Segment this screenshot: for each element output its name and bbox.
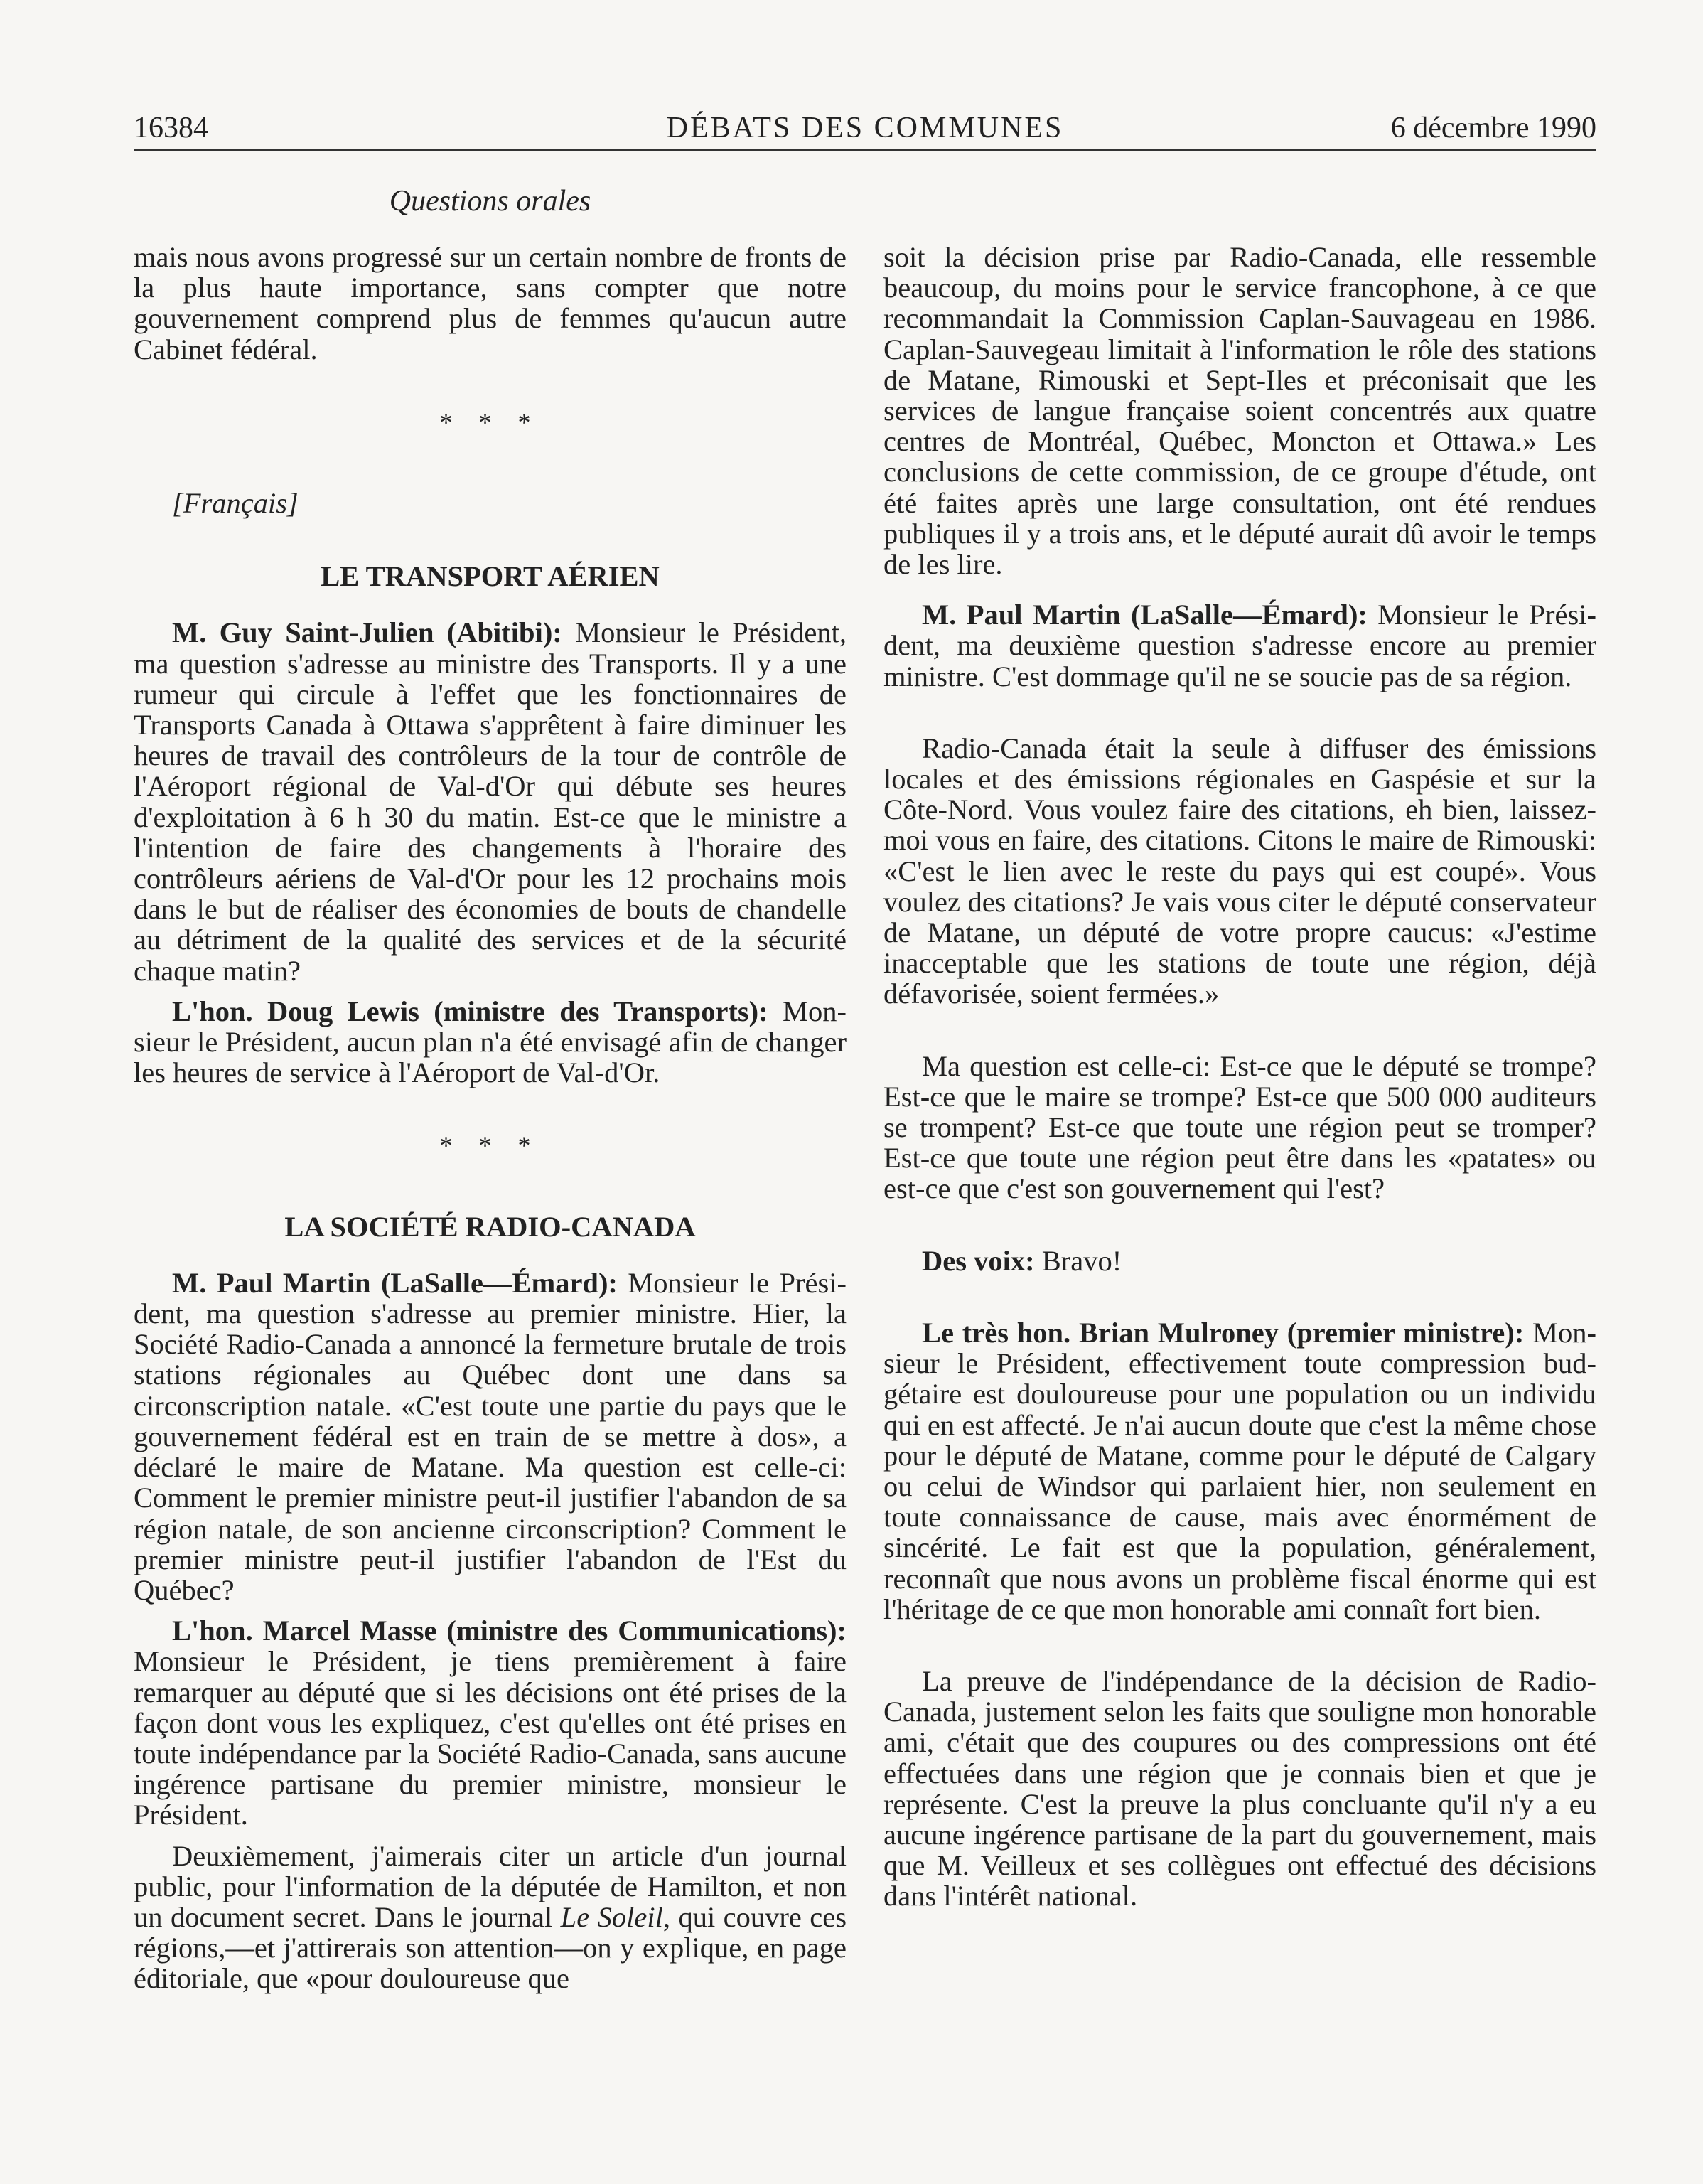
text-run: Deuxièmement, j'aimerais citer un article d'un journal public, pour l'information de la députée de Hamilton, et non un document secret. Dans le journal [134, 1839, 847, 1933]
speech-text: Monsieur le Président, ma question s'adresse au ministre des Transports. Il y a une rumeur qui circule à l'effet que les fonctionnaires de Transports Canada à Ottawa s'apprêtent à faire diminuer les heures de travail des contrôleurs de la tour de contrôle de l'Aéroport régional de Val-d'Or qui débute ses heures d'exploitation à 6 h 30 du matin. Est-ce que le ministre a l'intention de faire des changements à l'horaire des contrôleurs aériens de Val-d'Or pour les 12 prochains mois dans le but de réaliser des économies de bouts de chandelle au détriment de la qualité des services et de la sécurité chaque matin? [134, 616, 847, 987]
text-run: , qui couvre ces régions,—et j'attirerais son attention—on y explique, en page éditoriale, que «pour douloureuse que [134, 1900, 847, 1995]
speaker-name: Le très hon. Brian Mulroney (premier ministre): [922, 1316, 1525, 1349]
speech-paragraph [134, 1268, 847, 1605]
speaker-name: Des voix: [922, 1244, 1035, 1277]
speech-text: Monsieur le Président, aucun plan n'a été envisagé afin de changer les heures de service à l'Aéroport de Val-d'Or. [134, 995, 847, 1089]
speaker-name: M. Paul Martin (LaSalle—Émard): [922, 599, 1368, 631]
issue-date: 6 décembre 1990 [1390, 112, 1596, 144]
speaker-name: M. Guy Saint-Julien (Abitibi): [172, 616, 562, 649]
speech-paragraph [134, 1615, 847, 1830]
section-heading: LA SOCIÉTÉ RADIO-CANADA [284, 1210, 696, 1243]
speaker-name: M. Paul Martin (LaSalle—Émard): [172, 1266, 618, 1299]
speech-text: Monsieur le Président, ma deuxième question s'adresse encore au premier ministre. C'est dommage qu'il ne se soucie pas de sa région. [883, 599, 1597, 692]
speech-text: Monsieur le Président, ma question s'adresse au premier ministre. Hier, la Société Radio-Canada a annoncé la fermeture brutale de trois stations régionales au Québec dont une dans sa circonscription natale. «C'est toute une partie du pays que le gouvernement fédéral est en train de se mettre à dos», a déclaré le maire de Matane. Ma question est celle-ci: Comment le premier ministre peut-il justifier l'abandon de sa région natale, de son ancienne circonscription? Comment le premier ministre peut-il justifier l'abandon de l'Est du Québec? [134, 1266, 847, 1606]
speech-paragraph [134, 617, 847, 985]
speech-text: Monsieur le Président, je tiens premièrement à faire remarquer au député que si les décisions ont été prises de la façon dont vous les expliquez, c'est qu'elles ont été prises en toute indépendance par la Société Radio-Canada, sans aucune ingérence partisane du premier ministre, monsieur le Président. [134, 1645, 847, 1831]
language-label: [Français] [172, 487, 299, 520]
paragraph: mais nous avons progressé sur un certain nombre de fronts de la plus haute importance, sans compter que notre gouvernement comprend plus de femmes qu'aucun autre Cabinet fédéral. [134, 241, 847, 365]
speech-paragraph [883, 1317, 1596, 1624]
section-heading: LE TRANSPORT AÉRIEN [321, 560, 660, 593]
page-number: 16384 [134, 112, 208, 144]
page-header [134, 107, 1596, 151]
paragraph: soit la décision prise par Radio-Canada, elle ressemble beaucoup, du moins pour le service francophone, à ce que recommandait la Commission Caplan-Sauvageau en 1986. Caplan-Sauvegeau limitait à l'information le rôle des stations de Matane, Rimouski et Sept-Iles et préconisait que les services de langue française soient concentrés aux quatre centres de Montréal, Québec, Moncton et Ottawa.» Les conclusions de cette commission, de ce groupe d'étude, ont été faites après une large consultation, ont été rendues publiques il y a trois ans, et le député aurait dû avoir le temps de les lire. [883, 241, 1596, 581]
paragraph: Ma question est celle-ci: Est-ce que le député se trompe? Est-ce que le maire se trompe? Est-ce que 500 000 auditeurs se trompent? Est-ce que toute une région peut se tromper? Est-ce que toute une région peut être dans les «patates» ou est-ce que c'est son gouvernement qui l'est? [883, 1049, 1596, 1205]
speech-text: Bravo! [1041, 1244, 1122, 1277]
speaker-name: L'hon. Marcel Masse (ministre des Communications): [172, 1615, 847, 1647]
paragraph: La preuve de l'indépendance de la décision de Radio-Canada, justement selon les faits que souligne mon honorable ami, c'était que des coupures ou des compressions ont été effectuées dans une région que je connais bien et que je représente. C'est la preuve la plus concluante qu'il n'y a eu aucune ingérence partisane de la part du gouvernement, mais que M. Veilleux et ses collègues ont effectué des décisions dans l'intérêt national. [883, 1664, 1596, 1912]
speaker-name: L'hon. Doug Lewis (ministre des Transports): [172, 995, 768, 1027]
left-column [134, 242, 847, 1994]
newspaper-title: Le Soleil [560, 1900, 663, 1933]
section-separator: * * * [439, 407, 541, 437]
speech-paragraph [883, 599, 1596, 692]
paragraph [134, 1841, 847, 1994]
running-head: Questions orales [389, 185, 591, 218]
journal-title: DÉBATS DES COMMUNES [666, 112, 1064, 144]
paragraph: Radio-Canada était la seule à diffuser des émissions locales et des émissions régionales en Gaspésie et sur la Côte-Nord. Vous voulez faire des citations, eh bien, laissez-moi vous en faire, des citations. Citons le maire de Rimouski: «C'est le lien avec le reste du pays qui est coupé». Vous voulez des citations? Je vais vous citer le député conservateur de Matane, un député de votre propre caucus: «J'estime inacceptable que les stations de toute une région, déjà défavorisée, soient fermées.» [883, 732, 1596, 1010]
speech-paragraph [883, 1246, 1596, 1276]
speech-text: Monsieur le Président, effectivement toute compression budgétaire est douloureuse pour une population ou un individu qui en est affecté. Je n'ai aucun doute que c'est la même chose pour le député de Matane, comme pour le député de Calgary ou celui de Windsor qui parlaient hier, non seulement en toute connaissance de cause, mais avec énormément de sincérité. Le fait est que la population, généralement, reconnaît que nous avons un problème fiscal énorme qui est l'héritage de ce que mon honorable ami connaît fort bien. [883, 1316, 1596, 1625]
section-separator: * * * [439, 1131, 541, 1160]
speech-paragraph [134, 996, 847, 1088]
right-column [883, 242, 1596, 1912]
